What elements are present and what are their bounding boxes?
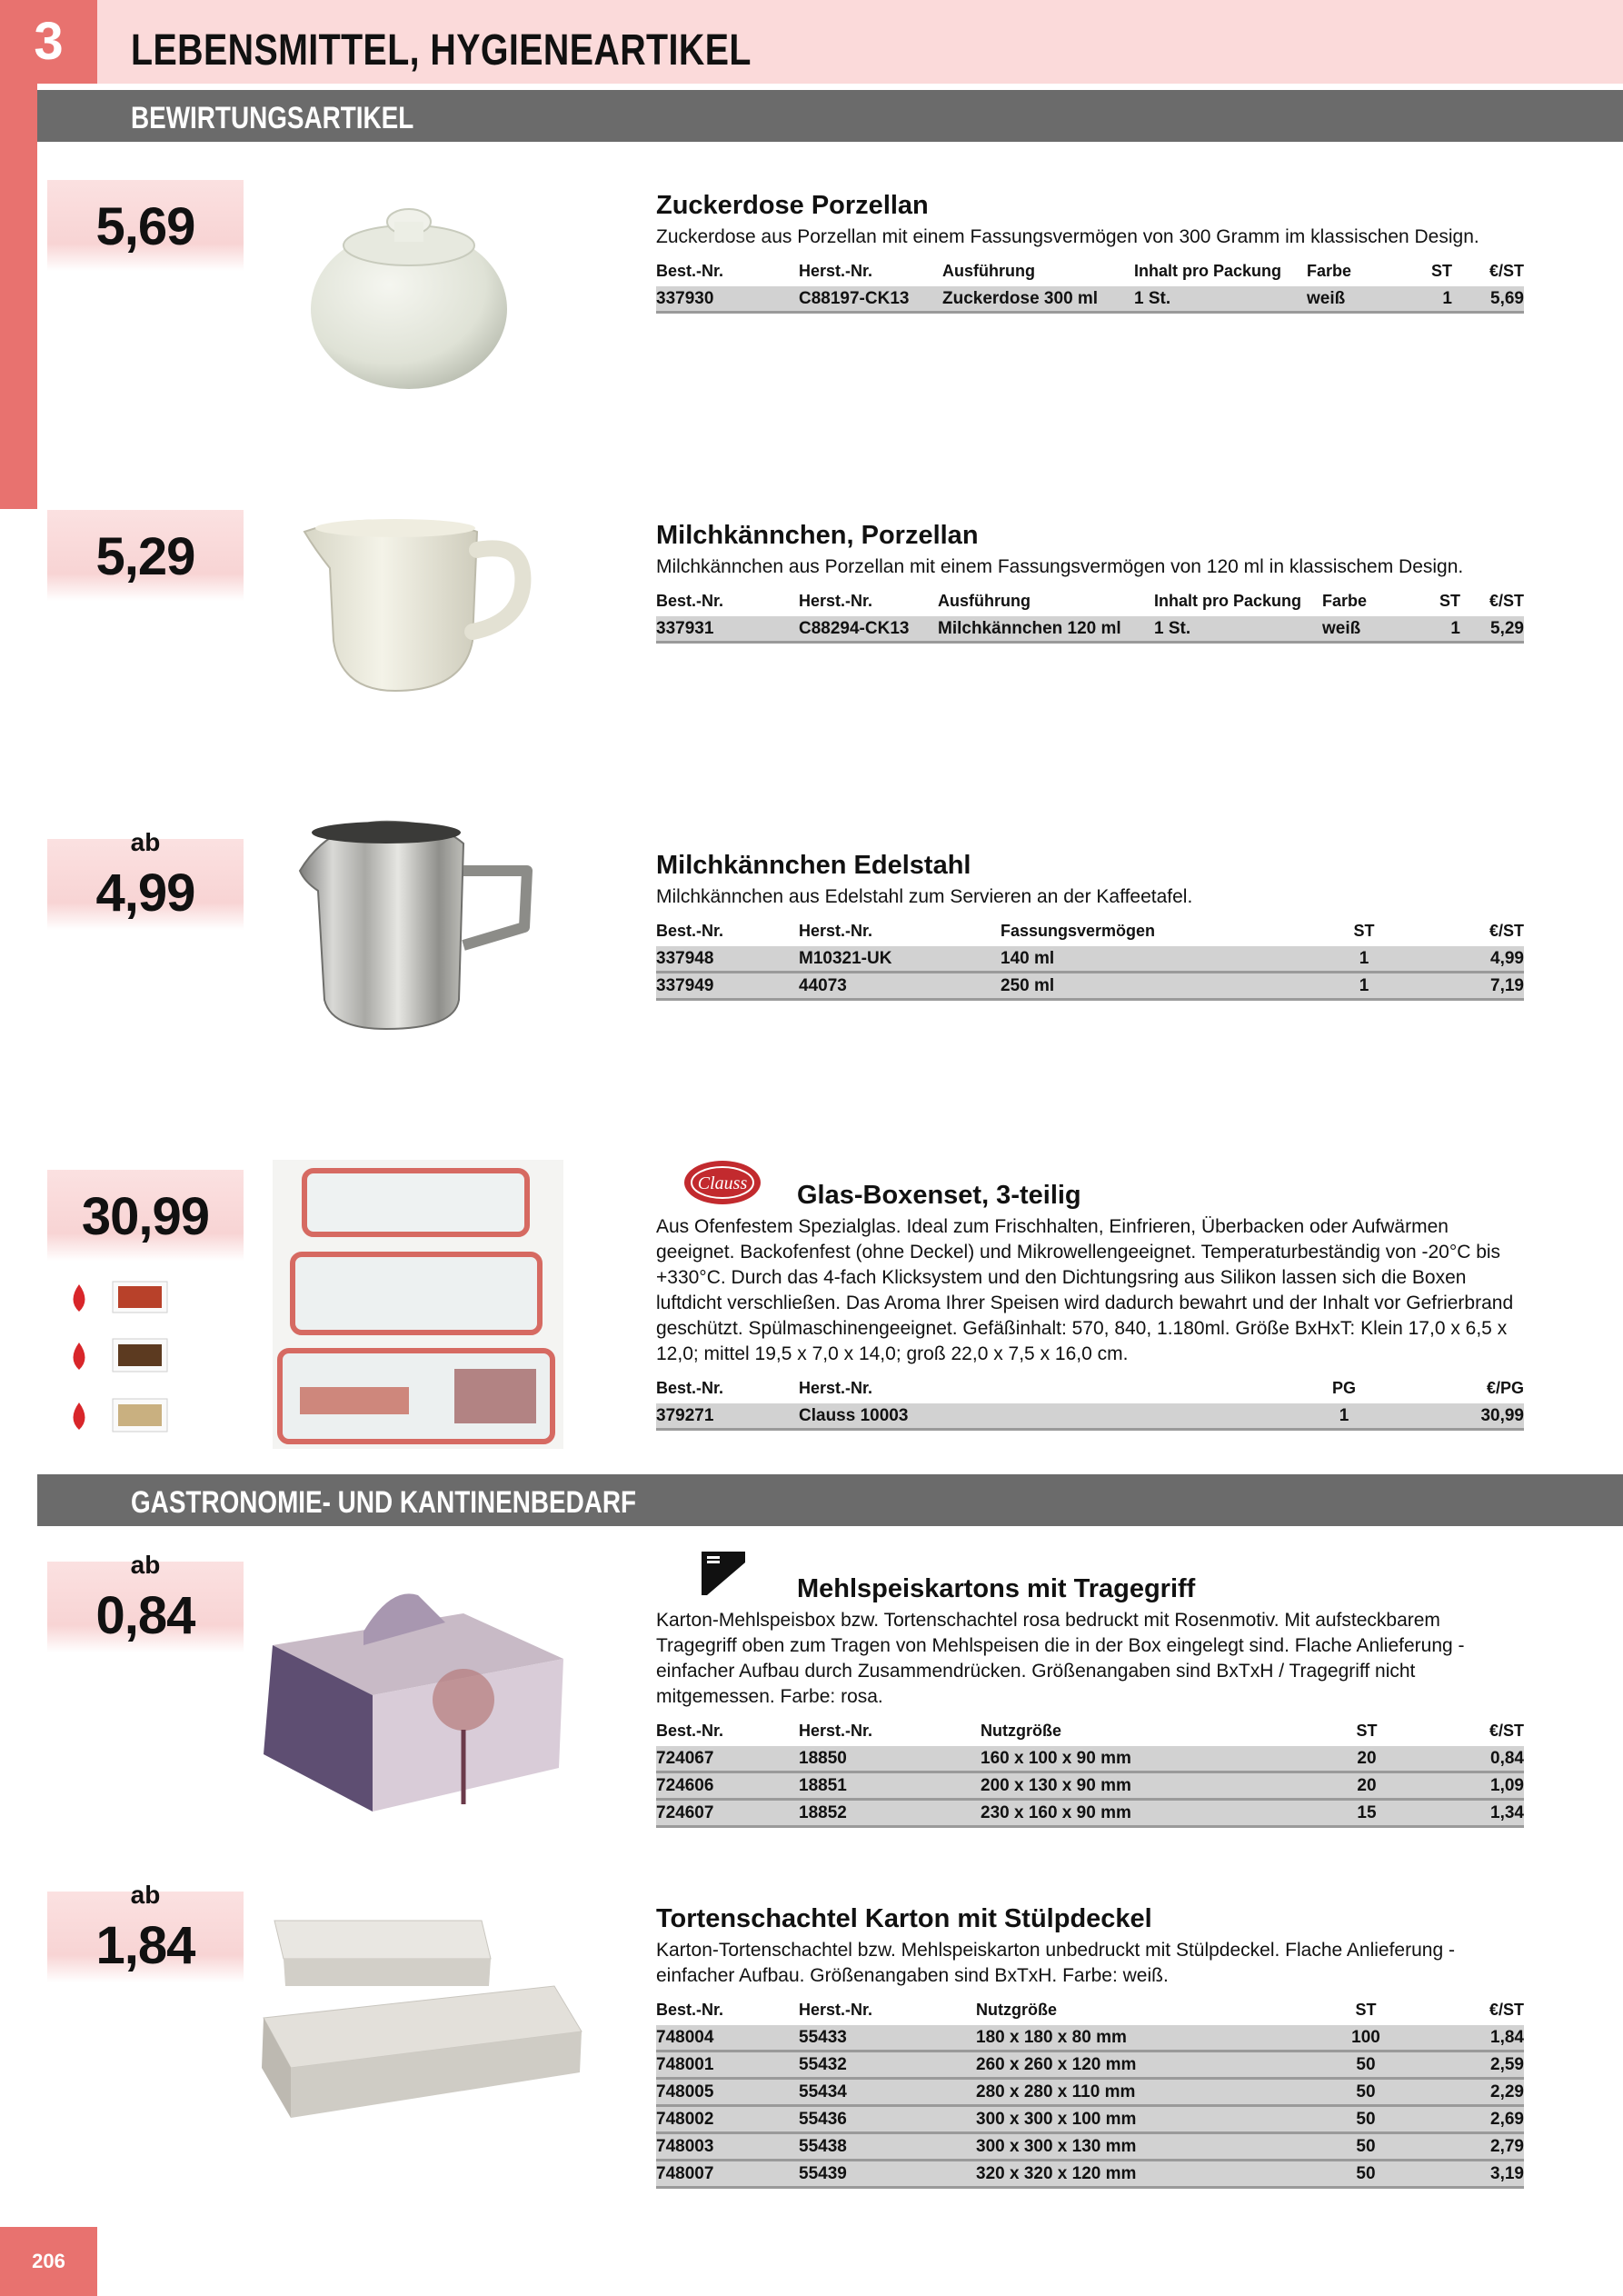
column-header: Farbe: [1322, 592, 1368, 610]
sugar-bowl-image: [300, 182, 518, 400]
table-cell: 55438: [799, 2133, 976, 2161]
table-cell: C88197-CK13: [799, 285, 942, 313]
table-cell: 50: [1335, 2133, 1397, 2161]
table-cell: Clauss 10003: [799, 1403, 1308, 1430]
table-cell: 379271: [656, 1403, 799, 1430]
table-cell: 337948: [656, 945, 799, 973]
table-cell: 55434: [799, 2079, 976, 2106]
column-header: Herst.-Nr.: [799, 2001, 873, 2019]
table-row: [656, 2079, 1524, 2106]
table-row: [656, 2024, 1524, 2051]
column-header: €/PG: [1486, 1379, 1524, 1397]
table-header-row: [656, 1376, 1524, 1403]
table-cell: 300 x 300 x 100 mm: [976, 2106, 1335, 2133]
brand-name: Clauss: [697, 1173, 748, 1193]
table-cell: 200 x 130 x 90 mm: [981, 1772, 1339, 1800]
table-header-row: [656, 589, 1524, 615]
food-size-diagram-image: [56, 1268, 238, 1445]
table-cell: 1: [1413, 615, 1460, 643]
section-header: [37, 90, 1623, 142]
product-table: [656, 589, 1524, 644]
table-cell: M10321-UK: [799, 945, 1001, 973]
table-cell: 300 x 300 x 130 mm: [976, 2133, 1335, 2161]
product-description: Milchkännchen aus Edelstahl zum Servieren an der Kaffeetafel.: [656, 886, 1193, 907]
table-row: [656, 973, 1524, 1000]
table-header-row: [656, 1998, 1524, 2024]
column-header: €/ST: [1489, 592, 1524, 610]
column-header: Herst.-Nr.: [799, 592, 873, 610]
table-cell: 337930: [656, 285, 799, 313]
price-tag: [47, 828, 244, 930]
milk-jug-porcelain-image: [295, 504, 541, 700]
glass-box-set-image: [273, 1160, 563, 1449]
price-prefix: ab: [130, 828, 161, 856]
table-cell: 18851: [799, 1772, 981, 1800]
cake-box-white-image: [254, 1913, 586, 2141]
column-header: PG: [1331, 1379, 1356, 1397]
column-header: €/ST: [1489, 262, 1524, 280]
table-cell: 748001: [656, 2051, 799, 2079]
table-header-row: [656, 259, 1524, 285]
price-value: 5,69: [95, 197, 195, 256]
table-cell: 55433: [799, 2024, 976, 2051]
product-block: [656, 521, 1524, 644]
table-cell: 55436: [799, 2106, 976, 2133]
product-title: Milchkännchen Edelstahl: [656, 851, 971, 880]
table-cell: 140 ml: [1001, 945, 1337, 973]
column-header: Best.-Nr.: [656, 262, 724, 280]
table-cell: 2,59: [1397, 2051, 1524, 2079]
product-description: Milchkännchen aus Porzellan mit einem Fassungsvermögen von 120 ml in klassischem Design.: [656, 556, 1464, 577]
column-header: Herst.-Nr.: [799, 922, 873, 940]
table-cell: 50: [1335, 2051, 1397, 2079]
table-cell: 2,29: [1397, 2079, 1524, 2106]
table-cell: 748007: [656, 2161, 799, 2188]
price-tag: [47, 180, 244, 271]
column-header: Inhalt pro Packung: [1134, 262, 1282, 280]
table-row: [656, 945, 1524, 973]
section-title: BEWIRTUNGSARTIKEL: [131, 101, 414, 135]
table-cell: 280 x 280 x 110 mm: [976, 2079, 1335, 2106]
product-table: [656, 1719, 1524, 1828]
table-row: [656, 1403, 1524, 1430]
column-header: Best.-Nr.: [656, 1379, 724, 1397]
table-row: [656, 2133, 1524, 2161]
table-row: [656, 2106, 1524, 2133]
price-value: 5,29: [95, 527, 195, 586]
table-cell: 50: [1335, 2106, 1397, 2133]
table-cell: 748005: [656, 2079, 799, 2106]
price-value: 30,99: [81, 1187, 210, 1246]
table-cell: 20: [1339, 1772, 1394, 1800]
product-title: Glas-Boxenset, 3-teilig: [797, 1181, 1081, 1210]
table-cell: Milchkännchen 120 ml: [938, 615, 1154, 643]
table-cell: 20: [1339, 1745, 1394, 1772]
product-title: Zuckerdose Porzellan: [656, 191, 929, 220]
table-cell: 1: [1337, 973, 1391, 1000]
table-cell: 55432: [799, 2051, 976, 2079]
table-cell: 100: [1335, 2024, 1397, 2051]
price-prefix: ab: [130, 1881, 161, 1909]
price-tag: [47, 510, 244, 601]
section-header: [37, 1474, 1623, 1526]
table-cell: 1: [1308, 1403, 1380, 1430]
column-header: Best.-Nr.: [656, 922, 724, 940]
product-description: Zuckerdose aus Porzellan mit einem Fassungsvermögen von 300 Gramm im klassischen Design.: [656, 226, 1479, 247]
milk-jug-steel-image: [295, 818, 543, 1036]
table-cell: 724606: [656, 1772, 799, 1800]
table-cell: 320 x 320 x 120 mm: [976, 2161, 1335, 2188]
table-cell: 160 x 100 x 90 mm: [981, 1745, 1339, 1772]
table-cell: 337931: [656, 615, 799, 643]
column-header: Herst.-Nr.: [799, 1379, 873, 1397]
table-cell: 337949: [656, 973, 799, 1000]
price-tag: [47, 1551, 244, 1652]
price-value: 0,84: [95, 1586, 195, 1645]
table-cell: 1,34: [1394, 1800, 1524, 1827]
product-description: Aus Ofenfestem Spezialglas. Ideal zum Frischhalten, Einfrieren, Überbacken oder Aufwärmen geeignet. Backofenfest (ohne Deckel) und Mikrowellengeeignet. Temperaturbeständig von -20°C bis +330°C. Durch das 4-fach Klicksystem und den Dichtungsring aus Silikon lassen sich die Boxen luftdicht verschließen. Das Aroma Ihrer Speisen wird dadurch bewahrt und der Inhalt vor Gefrierbrand geschützt. Spülmaschinengeeignet. Gefäßinhalt: 570, 840, 1.180ml. Größe BxHxT: Klein 17,0 x 6,5 x 12,0; mittel 19,5 x 7,0 x 14,0; groß 22,0 x 7,5 x 16,0 cm.: [656, 1216, 1514, 1364]
table-row: [656, 1772, 1524, 1800]
column-header: €/ST: [1489, 922, 1524, 940]
product-description: Karton-Mehlspeisbox bzw. Tortenschachtel rosa bedruckt mit Rosenmotiv. Mit aufsteckbarem Tragegriff oben zum Tragen von Mehlspeisen die in der Box eingelegt sind. Flache Anlieferung - einfacher Aufbau durch Zusammendrücken. Größenangaben sind BxTxH / Tragegriff nicht mitgemessen. Farbe: rosa.: [656, 1610, 1465, 1707]
table-cell: 2,69: [1397, 2106, 1524, 2133]
column-header: Nutzgröße: [981, 1722, 1061, 1740]
column-header: Ausführung: [942, 262, 1035, 280]
product-table: [656, 259, 1524, 314]
product-table: [656, 919, 1524, 1001]
table-cell: 724067: [656, 1745, 799, 1772]
table-header-row: [656, 1719, 1524, 1745]
table-cell: 5,29: [1460, 615, 1524, 643]
table-cell: 50: [1335, 2079, 1397, 2106]
table-cell: 748002: [656, 2106, 799, 2133]
table-row: [656, 2051, 1524, 2079]
page-title: LEBENSMITTEL, HYGIENEARTIKEL: [131, 26, 752, 75]
product-title: Milchkännchen, Porzellan: [656, 521, 979, 550]
table-cell: 250 ml: [1001, 973, 1337, 1000]
column-header: Herst.-Nr.: [799, 262, 873, 280]
price-value: 4,99: [95, 863, 195, 923]
price-tag: [47, 1170, 244, 1261]
chapter-number: 3: [0, 0, 97, 84]
table-header-row: [656, 919, 1524, 945]
table-row: [656, 2161, 1524, 2188]
table-cell: 4,99: [1391, 945, 1524, 973]
cake-carton-pink-image: [254, 1577, 573, 1818]
column-header: Herst.-Nr.: [799, 1722, 873, 1740]
price-prefix: ab: [130, 1551, 161, 1579]
column-header: Best.-Nr.: [656, 592, 724, 610]
table-cell: 230 x 160 x 90 mm: [981, 1800, 1339, 1827]
column-header: Fassungsvermögen: [1001, 922, 1156, 940]
price-tag: [47, 1881, 244, 1982]
page-number: 206: [0, 2227, 97, 2296]
product-title: Tortenschachtel Karton mit Stülpdeckel: [656, 1904, 1152, 1933]
product-table: [656, 1376, 1524, 1431]
product-description: Karton-Tortenschachtel bzw. Mehlspeiskarton unbedruckt mit Stülpdeckel. Flache Anlieferung - einfacher Aufbau. Größenangaben sind BxTxH. Farbe: weiß.: [656, 1940, 1455, 1986]
product-block: [656, 1574, 1524, 1828]
column-header: Inhalt pro Packung: [1154, 592, 1302, 610]
chapter-side-strip: [0, 84, 37, 509]
product-block: [656, 1181, 1524, 1431]
column-header: €/ST: [1489, 2001, 1524, 2019]
table-cell: 2,79: [1397, 2133, 1524, 2161]
table-cell: 1 St.: [1154, 615, 1322, 643]
column-header: Farbe: [1307, 262, 1352, 280]
table-cell: 748003: [656, 2133, 799, 2161]
column-header: ST: [1439, 592, 1460, 610]
table-row: [656, 285, 1524, 313]
table-cell: 748004: [656, 2024, 799, 2051]
column-header: Best.-Nr.: [656, 1722, 724, 1740]
column-header: Best.-Nr.: [656, 2001, 724, 2019]
table-cell: 1: [1407, 285, 1452, 313]
column-header: Ausführung: [938, 592, 1031, 610]
table-cell: weiß: [1322, 615, 1413, 643]
column-header: ST: [1430, 262, 1452, 280]
product-block: [656, 851, 1524, 1001]
table-cell: 30,99: [1380, 1403, 1524, 1430]
table-row: [656, 1800, 1524, 1827]
table-cell: 5,69: [1452, 285, 1524, 313]
table-cell: 180 x 180 x 80 mm: [976, 2024, 1335, 2051]
table-cell: 724607: [656, 1800, 799, 1827]
product-block: [656, 1904, 1524, 2189]
table-cell: 1,09: [1394, 1772, 1524, 1800]
table-cell: 1: [1337, 945, 1391, 973]
table-cell: 18852: [799, 1800, 981, 1827]
table-cell: 15: [1339, 1800, 1394, 1827]
product-table: [656, 1998, 1524, 2189]
table-cell: 7,19: [1391, 973, 1524, 1000]
table-cell: 44073: [799, 973, 1001, 1000]
table-cell: 50: [1335, 2161, 1397, 2188]
table-cell: C88294-CK13: [799, 615, 938, 643]
table-cell: 55439: [799, 2161, 976, 2188]
table-cell: 3,19: [1397, 2161, 1524, 2188]
table-cell: 1 St.: [1134, 285, 1307, 313]
column-header: ST: [1355, 2001, 1377, 2019]
table-cell: weiß: [1307, 285, 1407, 313]
table-cell: 0,84: [1394, 1745, 1524, 1772]
column-header: ST: [1356, 1722, 1378, 1740]
column-header: €/ST: [1489, 1722, 1524, 1740]
column-header: ST: [1353, 922, 1375, 940]
table-row: [656, 615, 1524, 643]
table-cell: Zuckerdose 300 ml: [942, 285, 1134, 313]
price-value: 1,84: [95, 1916, 195, 1975]
product-title: Mehlspeiskartons mit Tragegriff: [797, 1574, 1196, 1603]
table-cell: 1,84: [1397, 2024, 1524, 2051]
column-header: Nutzgröße: [976, 2001, 1057, 2019]
product-block: [656, 191, 1524, 314]
table-cell: 18850: [799, 1745, 981, 1772]
table-row: [656, 1745, 1524, 1772]
table-cell: 260 x 260 x 120 mm: [976, 2051, 1335, 2079]
section-title: GASTRONOMIE- UND KANTINENBEDARF: [131, 1485, 637, 1520]
